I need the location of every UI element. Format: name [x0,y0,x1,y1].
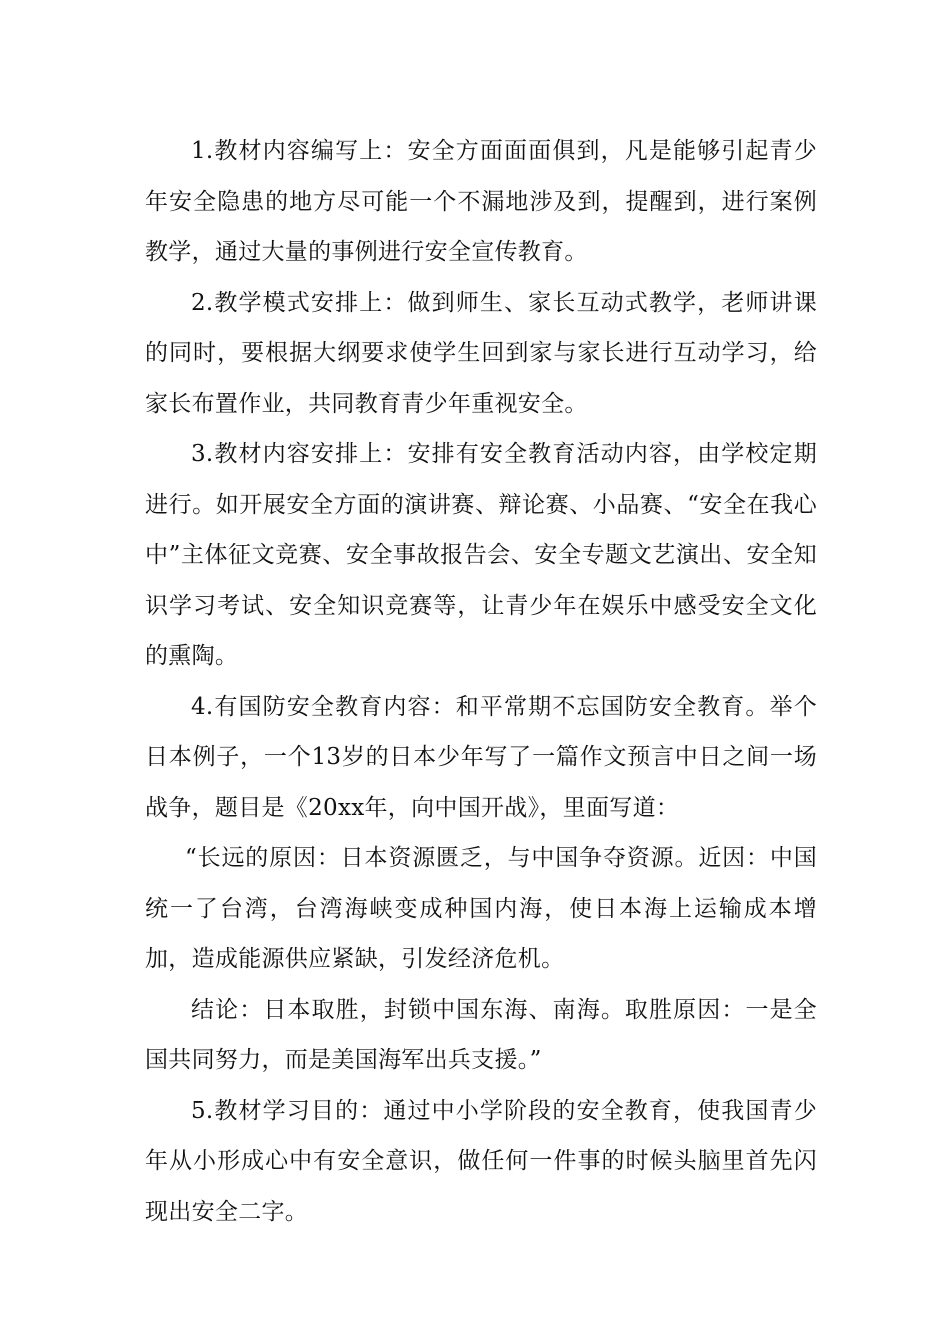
quote-paragraph-2: 结论：日本取胜，封锁中国东海、南海。取胜原因：一是全国共同努力，而是美国海军出兵支援。” [145,996,817,1073]
document-page [145,126,817,1237]
paragraph-2: 2.教学模式安排上：做到师生、家长互动式教学，老师讲课的同时，要根据大纲要求使学生回到家与家长进行互动学习，给家长布置作业，共同教育青少年重视安全。 [145,289,817,417]
paragraph-1: 1.教材内容编写上：安全方面面面俱到，凡是能够引起青少年安全隐患的地方尽可能一个不漏地涉及到，提醒到，进行案例教学，通过大量的事例进行安全宣传教育。 [145,138,817,265]
paragraph-3: 3.教材内容安排上：安排有安全教育活动内容，由学校定期进行。如开展安全方面的演讲赛、辩论赛、小品赛、“安全在我心中”主体征文竞赛、安全事故报告会、安全专题文艺演出、安全知识学习考试、安全知识竞赛等，让青少年在娱乐中感受安全文化的熏陶。 [145,441,817,669]
paragraph-5: 5.教材学习目的：通过中小学阶段的安全教育，使我国青少年从小形成心中有安全意识，做任何一件事的时候头脑里首先闪现出安全二字。 [145,1097,817,1225]
quote-paragraph-1: “长远的原因：日本资源匮乏，与中国争夺资源。近因：中国统一了台湾，台湾海峡变成种国内海，使日本海上运输成本增加，造成能源供应紧缺，引发经济危机。 [145,845,817,972]
paragraph-4: 4.有国防安全教育内容：和平常期不忘国防安全教育。举个日本例子，一个13岁的日本少年写了一篇作文预言中日之间一场战争，题目是《20xx年，向中国开战》，里面写道： [145,693,817,821]
